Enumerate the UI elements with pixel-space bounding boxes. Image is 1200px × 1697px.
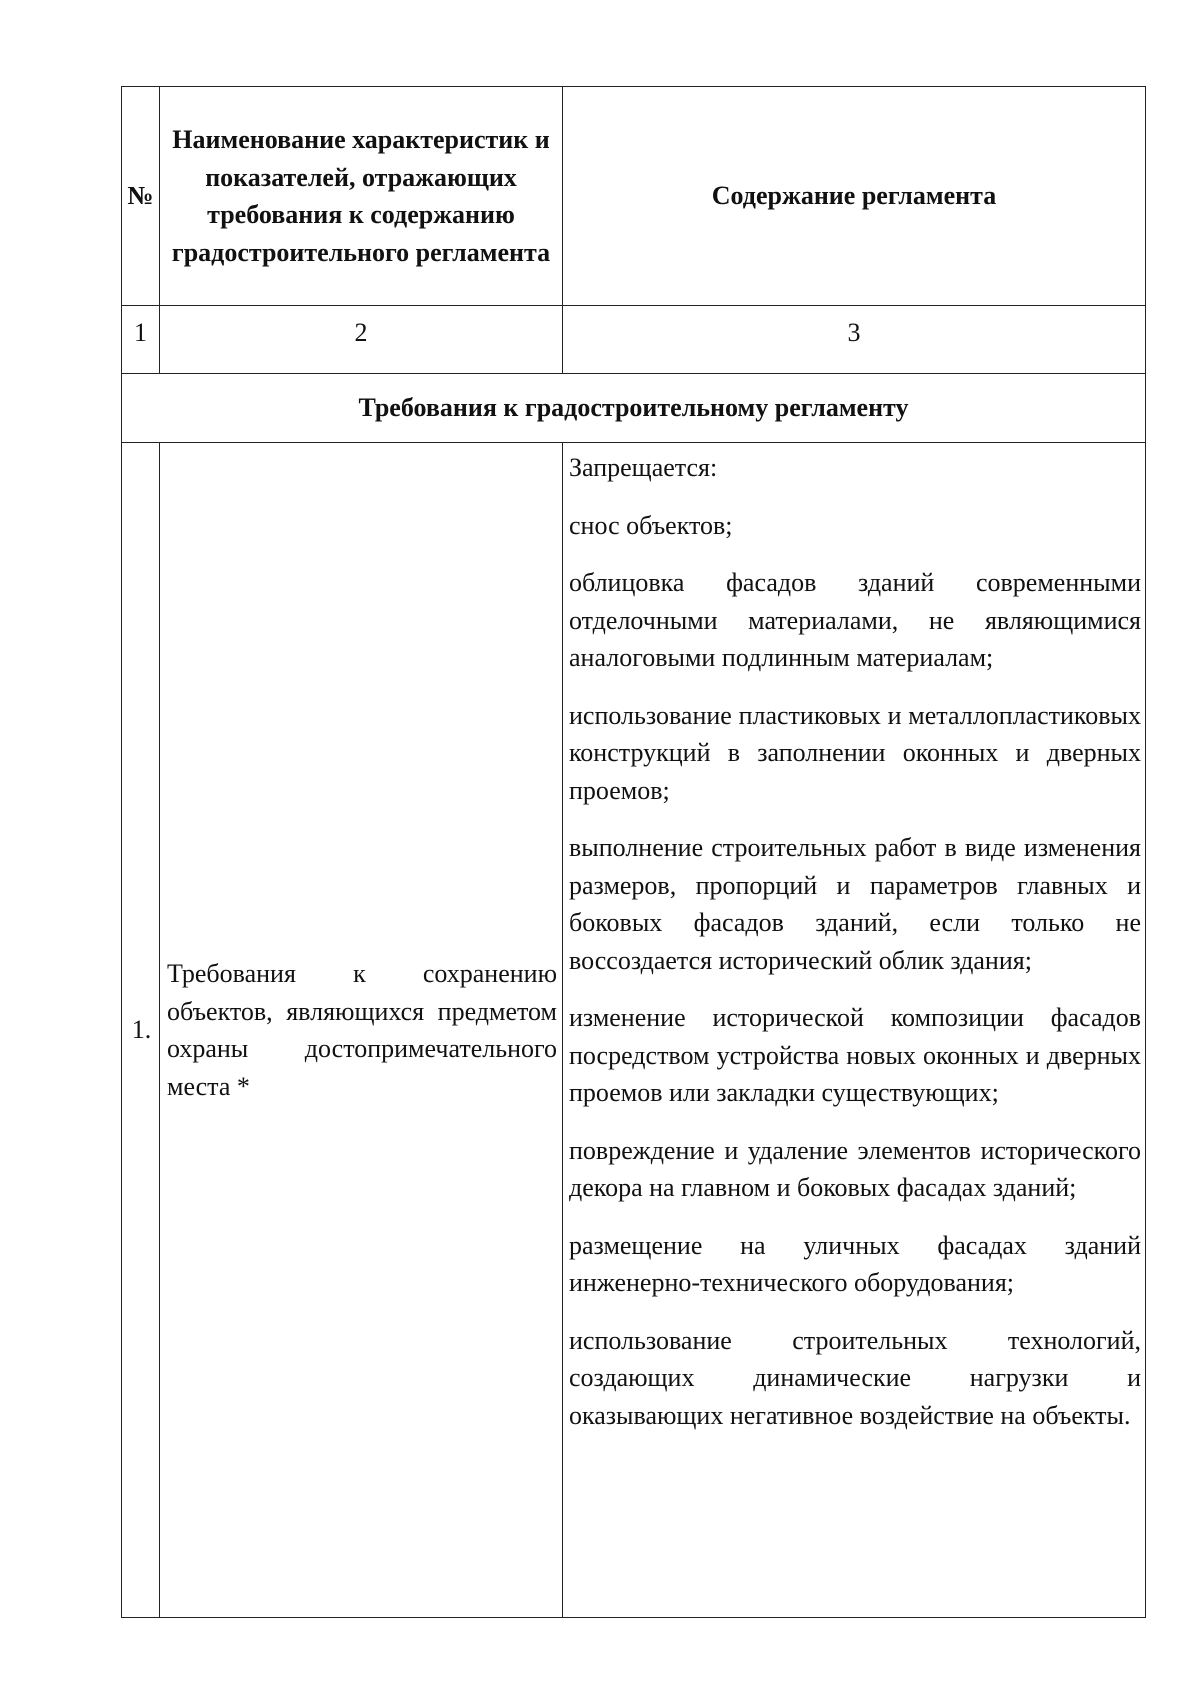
row-number: 1.	[122, 443, 160, 1618]
header-regulation-content: Содержание регламента	[563, 87, 1146, 306]
content-paragraph: изменение исторической композиции фасадов посредством устройства новых оконных и дверных проемов или закладки существующих;	[569, 1003, 1141, 1107]
table-header-row	[122, 87, 1146, 306]
table-row	[122, 443, 1146, 1618]
column-number-3: 3	[563, 306, 1146, 374]
regulation-table	[121, 86, 1146, 1618]
content-paragraph: снос объектов;	[569, 510, 733, 540]
content-paragraph: облицовка фасадов зданий современными отделочными материалами, не являющимися аналоговыми подлинным материалам;	[569, 568, 1141, 672]
content-paragraph: повреждение и удаление элементов исторического декора на главном и боковых фасадах зданий;	[569, 1135, 1141, 1202]
row-regulation-content	[563, 443, 1146, 1618]
column-number-2: 2	[160, 306, 563, 374]
content-paragraph: использование пластиковых и металлопластиковых конструкций в заполнении оконных и дверных проемов;	[569, 700, 1141, 805]
content-paragraph: использование строительных технологий, создающих динамические нагрузки и оказывающих негативное воздействие на объекты.	[569, 1325, 1141, 1430]
header-characteristic-name: Наименование характеристик и показателей, отражающих требования к содержанию градостроительного регламента	[160, 87, 563, 306]
header-number: №	[122, 87, 160, 306]
column-number-1: 1	[122, 306, 160, 374]
content-paragraph: размещение на уличных фасадах зданий инженерно-технического оборудования;	[569, 1230, 1141, 1297]
section-row	[122, 374, 1146, 443]
content-paragraph: Запрещается:	[569, 453, 718, 482]
content-paragraph: выполнение строительных работ в виде изменения размеров, пропорций и параметров главных и боковых фасадов зданий, если только не воссоздается исторический облик здания;	[569, 833, 1141, 975]
column-numbers-row	[122, 306, 1146, 374]
row-characteristic-name: Требования к сохранению объектов, являющихся предметом охраны достопримечательного места *	[160, 443, 563, 1618]
section-title: Требования к градостроительному регламенту	[122, 374, 1146, 443]
